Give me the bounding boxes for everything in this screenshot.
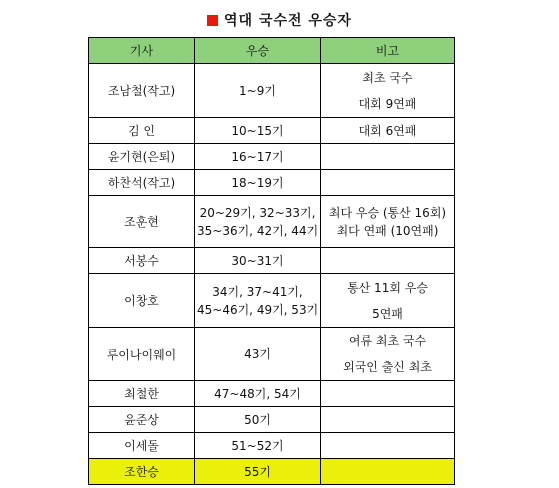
table-row: [89, 459, 455, 485]
table-row: [89, 433, 455, 459]
cell-wins-line: 35~36기, 42기, 44기: [197, 223, 319, 238]
cell-wins-line: 16~17기: [231, 149, 284, 164]
cell-wins: [195, 248, 321, 274]
cell-wins-line: 34기, 37~41기,: [212, 284, 303, 299]
cell-player: 하찬석(작고): [89, 170, 195, 196]
cell-player: 최철한: [89, 381, 195, 407]
cell-note: [321, 196, 455, 248]
cell-player: 조남철(작고): [89, 64, 195, 118]
cell-note-line: 최초 국수: [362, 70, 413, 85]
cell-wins-line: 47~48기, 54기: [214, 386, 301, 401]
cell-wins: [195, 328, 321, 381]
cell-wins-line: 45~46기, 49기, 53기: [197, 302, 319, 317]
table-row: [89, 407, 455, 433]
winners-table: [88, 37, 455, 485]
table-row: [89, 274, 455, 328]
cell-wins: [195, 64, 321, 118]
cell-note: [321, 328, 455, 381]
cell-note: [321, 248, 455, 274]
header-player: 기사: [89, 38, 195, 64]
cell-note: [321, 433, 455, 459]
cell-note: [321, 64, 455, 118]
cell-wins-line: 50기: [244, 412, 271, 427]
red-square-icon: [207, 15, 218, 26]
cell-note: [321, 118, 455, 144]
cell-wins: [195, 407, 321, 433]
cell-wins-line: 55기: [244, 464, 271, 479]
cell-wins: [195, 433, 321, 459]
page-title: [0, 12, 559, 30]
cell-note: [321, 170, 455, 196]
table-row: [89, 144, 455, 170]
cell-wins-line: 51~52기: [231, 438, 284, 453]
cell-note-line: 최다 연패 (10연패): [336, 223, 439, 238]
cell-player: 서봉수: [89, 248, 195, 274]
table-row: [89, 328, 455, 381]
cell-wins: [195, 118, 321, 144]
cell-player: 조훈현: [89, 196, 195, 248]
cell-wins-line: 1~9기: [239, 83, 276, 98]
cell-note-line: 5연패: [372, 306, 403, 321]
cell-note: [321, 381, 455, 407]
table-header-row: [89, 38, 455, 64]
cell-note-line: 최다 우승 (통산 16회): [328, 205, 447, 220]
cell-note-line: 여류 최초 국수: [348, 334, 427, 348]
table-row: [89, 248, 455, 274]
cell-wins-line: 30~31기: [231, 253, 284, 268]
cell-note: [321, 459, 455, 485]
cell-note: [321, 144, 455, 170]
header-note: 비고: [321, 38, 455, 64]
cell-player: 이창호: [89, 274, 195, 328]
cell-wins: [195, 170, 321, 196]
cell-wins-line: 43기: [244, 347, 271, 361]
cell-wins: [195, 144, 321, 170]
cell-wins-line: 18~19기: [231, 175, 284, 190]
table-row: [89, 170, 455, 196]
cell-note-line: 통산 11회 우승: [347, 280, 428, 295]
cell-note-line: 대회 9연패: [358, 96, 417, 111]
cell-note-line: 대회 6연패: [358, 123, 417, 138]
table-row: [89, 118, 455, 144]
table-row: [89, 381, 455, 407]
cell-wins-line: 20~29기, 32~33기,: [199, 205, 316, 220]
table-row: [89, 196, 455, 248]
cell-player: 윤준상: [89, 407, 195, 433]
cell-note: [321, 407, 455, 433]
cell-wins: [195, 196, 321, 248]
page-title-text: 역대 국수전 우승자: [224, 13, 352, 29]
cell-note-line: 외국인 출신 최초: [343, 360, 432, 374]
table-row: [89, 64, 455, 118]
cell-note: [321, 274, 455, 328]
cell-wins: [195, 274, 321, 328]
cell-player: 이세돌: [89, 433, 195, 459]
cell-player: 조한승: [89, 459, 195, 485]
header-wins: 우승: [195, 38, 321, 64]
cell-player: 김 인: [89, 118, 195, 144]
table-body: [89, 64, 455, 485]
cell-wins-line: 10~15기: [231, 123, 284, 138]
cell-wins: [195, 459, 321, 485]
cell-player: 윤기현(은퇴): [89, 144, 195, 170]
cell-wins: [195, 381, 321, 407]
cell-player: 루이나이웨이: [89, 328, 195, 381]
